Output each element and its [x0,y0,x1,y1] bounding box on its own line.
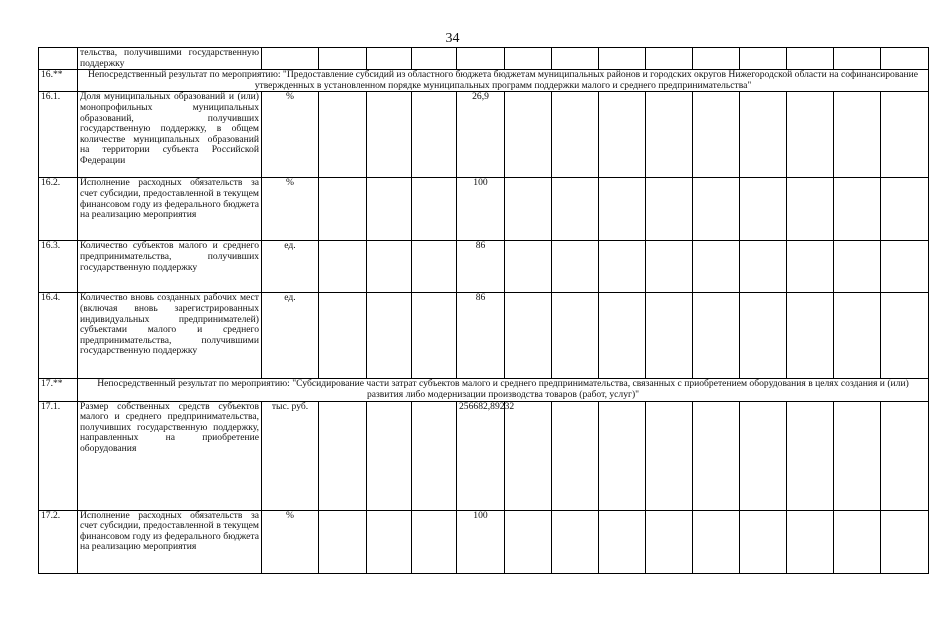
section-header-row [39,70,929,92]
empty-cell [367,178,412,241]
row-number: 16.3. [39,241,78,293]
empty-cell [367,510,412,573]
unit-cell: ед. [262,293,319,379]
empty-cell [740,293,787,379]
value-cell: 26,9 [457,92,505,178]
empty-cell [787,401,834,510]
row-number [39,48,78,70]
empty-cell [834,178,881,241]
empty-cell [740,510,787,573]
empty-cell [599,510,646,573]
empty-cell [881,92,929,178]
empty-cell [505,293,552,379]
empty-cell [367,92,412,178]
empty-cell [412,48,457,70]
empty-cell [505,178,552,241]
empty-cell [599,241,646,293]
row-number: 17.2. [39,510,78,573]
row-number: 16.** [39,70,78,92]
empty-cell [552,293,599,379]
section-header-row [39,379,929,401]
empty-cell [646,241,693,293]
empty-cell [646,48,693,70]
value-cell: 86 [457,293,505,379]
empty-cell [319,178,367,241]
empty-cell [319,510,367,573]
empty-cell [412,178,457,241]
empty-cell [881,510,929,573]
empty-cell [367,241,412,293]
row-number: 16.2. [39,178,78,241]
empty-cell [552,510,599,573]
empty-cell [599,293,646,379]
empty-cell [412,293,457,379]
empty-cell [505,401,552,510]
table-row [39,401,929,510]
empty-cell [412,241,457,293]
unit-cell: % [262,92,319,178]
empty-cell [552,92,599,178]
indicator-name: Количество вновь созданных рабочих мест (включая вновь зарегистрированных индивидуальных предпринимателей) субъектами малого и среднего предпринимательства, получившими государственную поддержку [78,293,262,379]
empty-cell [599,401,646,510]
indicator-name: Исполнение расходных обязательств за счет субсидии, предоставленной в текущем финансовом году из федерального бюджета на реализацию мероприятия [78,510,262,573]
empty-cell [693,92,740,178]
empty-cell [881,401,929,510]
unit-cell: % [262,510,319,573]
empty-cell [834,510,881,573]
empty-cell [412,92,457,178]
unit-cell: ед. [262,241,319,293]
empty-cell [740,178,787,241]
empty-cell [367,401,412,510]
empty-cell [693,510,740,573]
empty-cell [646,293,693,379]
empty-cell [505,510,552,573]
row-number: 16.4. [39,293,78,379]
indicator-name: Доля муниципальных образований и (или) монопрофильных муниципальных образований, получивших государственную поддержку, в общем количестве муниципальных образований на территории субъекта Российской Федерации [78,92,262,178]
indicator-name: Размер собственных средств субъектов малого и среднего предпринимательства, получивших государственную поддержку, направленных на приобретение оборудования [78,401,262,510]
unit-cell: тыс. руб. [262,401,319,510]
empty-cell [693,293,740,379]
empty-cell [787,178,834,241]
indicators-table [38,47,929,574]
empty-cell [505,92,552,178]
empty-cell [599,92,646,178]
empty-cell [740,48,787,70]
table-row [39,510,929,573]
empty-cell [740,92,787,178]
table-row [39,48,929,70]
row-number: 17.1. [39,401,78,510]
value-cell: 86 [457,241,505,293]
section-description: Непосредственный результат по мероприятию: "Субсидирование части затрат субъектов малого и среднего предпринимательства, связанных с приобретением оборудования в целях создания и (или) развития либо модернизации производства товаров (работ, услуг)" [78,379,929,401]
empty-cell [834,92,881,178]
empty-cell [693,241,740,293]
empty-cell [552,401,599,510]
empty-cell [787,510,834,573]
empty-cell [740,241,787,293]
value-cell: 100 [457,510,505,573]
indicator-name: Количество субъектов малого и среднего предпринимательства, получивших государственную поддержку [78,241,262,293]
empty-cell [412,401,457,510]
empty-cell [881,48,929,70]
table-row [39,293,929,379]
section-description: Непосредственный результат по мероприятию: "Предоставление субсидий из областного бюджета бюджетам муниципальных районов и городских округов Нижегородской области на софинансирование утвержденных в установленном порядке муниципальных программ поддержки малого и среднего предпринимательства" [78,70,929,92]
empty-cell [740,401,787,510]
page-number: 34 [445,31,460,46]
table-row [39,178,929,241]
empty-cell [693,401,740,510]
indicator-name: Исполнение расходных обязательств за счет субсидии, предоставленной в текущем финансовом году из федерального бюджета на реализацию мероприятия [78,178,262,241]
empty-cell [787,241,834,293]
value-cell: 256682,89232 [457,401,505,510]
empty-cell [552,178,599,241]
empty-cell [787,293,834,379]
empty-cell [646,92,693,178]
empty-cell [834,293,881,379]
empty-cell [834,48,881,70]
unit-cell: % [262,178,319,241]
empty-cell [552,48,599,70]
indicator-name: тельства, получившими государственную поддержку [78,48,262,70]
unit-cell [262,48,319,70]
empty-cell [505,48,552,70]
value-cell [457,48,505,70]
empty-cell [367,293,412,379]
row-number: 17.** [39,379,78,401]
empty-cell [646,510,693,573]
empty-cell [599,178,646,241]
empty-cell [834,241,881,293]
empty-cell [599,48,646,70]
empty-cell [693,178,740,241]
empty-cell [834,401,881,510]
empty-cell [367,48,412,70]
empty-cell [693,48,740,70]
empty-cell [319,293,367,379]
empty-cell [552,241,599,293]
empty-cell [881,241,929,293]
table-row [39,241,929,293]
empty-cell [412,510,457,573]
empty-cell [319,92,367,178]
table-row [39,92,929,178]
value-cell: 100 [457,178,505,241]
empty-cell [787,48,834,70]
empty-cell [319,401,367,510]
empty-cell [319,48,367,70]
row-number: 16.1. [39,92,78,178]
empty-cell [646,401,693,510]
empty-cell [787,92,834,178]
empty-cell [319,241,367,293]
empty-cell [881,178,929,241]
empty-cell [881,293,929,379]
empty-cell [505,241,552,293]
empty-cell [646,178,693,241]
